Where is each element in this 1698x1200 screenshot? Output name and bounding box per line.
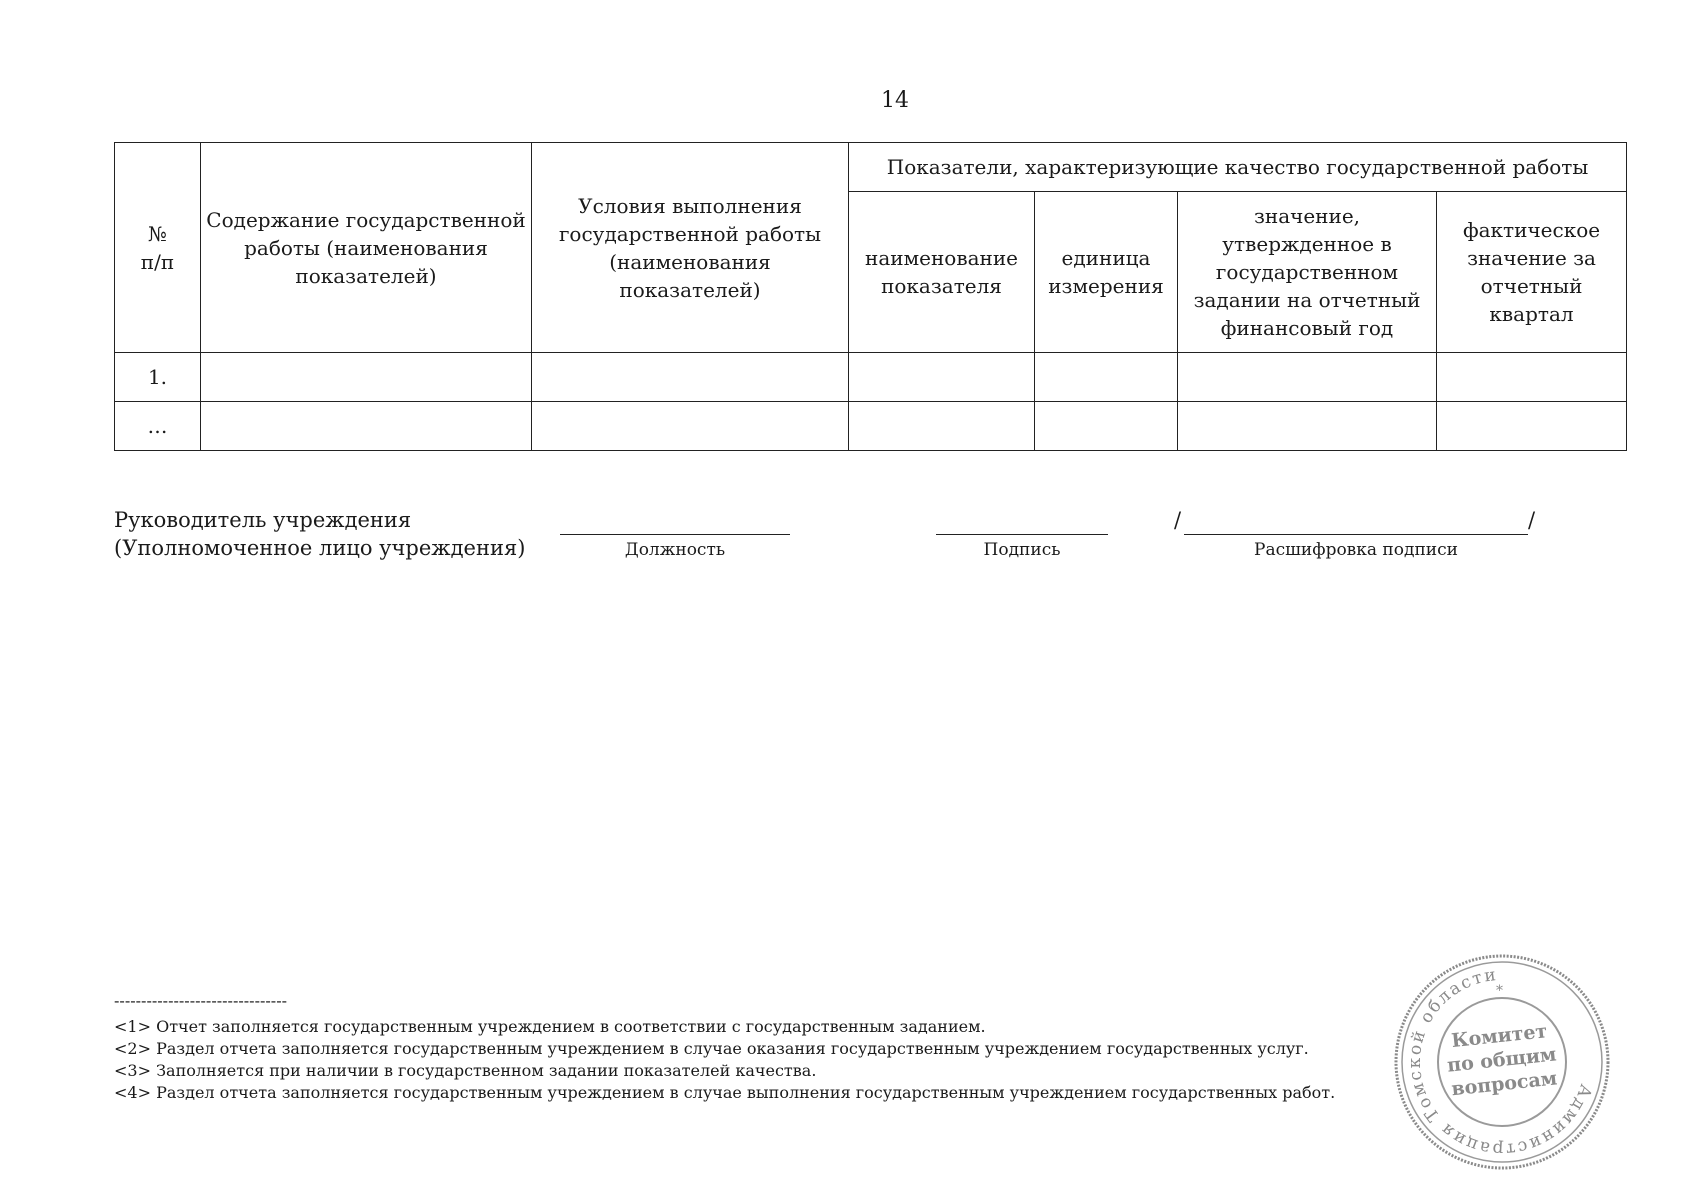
header-indicator-name: наименование показателя [849, 192, 1035, 353]
position-caption: Должность [624, 540, 726, 560]
stamp-star-top: * [1496, 983, 1503, 999]
table-cell [1178, 402, 1437, 451]
footnote-item: <1> Отчет заполняется государственным учреждением в соответствии с государственным заданием. [114, 1017, 986, 1036]
stamp-center-line3: вопросам [1450, 1067, 1559, 1101]
table-cell [532, 402, 849, 451]
table-cell [1035, 402, 1178, 451]
table-cell [1035, 353, 1178, 402]
signature-line [936, 534, 1108, 535]
footnote-item: <4> Раздел отчета заполняется государственным учреждением в случае выполнения государственным учреждением государственных работ. [114, 1083, 1336, 1102]
header-number [115, 143, 201, 353]
signature-block [114, 506, 1626, 576]
header-content: Содержание государственной работы (наименования показателей) [201, 143, 532, 353]
signature-caption: Подпись [983, 540, 1061, 560]
decoding-caption: Расшифровка подписи [1254, 540, 1458, 560]
footnote-item: <2> Раздел отчета заполняется государственным учреждением в случае оказания государственным учреждением государственных услуг. [114, 1039, 1309, 1058]
table-row [115, 402, 1627, 451]
slash-right: / [1528, 508, 1536, 532]
row-number: 1. [115, 353, 201, 402]
table-cell [1437, 402, 1627, 451]
header-number-line1: № [148, 221, 167, 246]
signatory-title: Руководитель учреждения [114, 508, 412, 532]
footnote-item: <3> Заполняется при наличии в государственном задании показателей качества. [114, 1061, 817, 1080]
header-quality-group: Показатели, характеризующие качество государственной работы [849, 143, 1627, 192]
table-cell [532, 353, 849, 402]
row-number: … [115, 402, 201, 451]
header-number-line2: п/п [140, 249, 175, 274]
position-line [560, 534, 790, 535]
table-cell [1437, 353, 1627, 402]
quality-indicators-table [114, 142, 1627, 451]
header-actual-value: фактическое значение за отчетный квартал [1437, 192, 1627, 353]
stamp-center-line2: по общим [1446, 1043, 1558, 1077]
table-cell [1178, 353, 1437, 402]
table-cell [849, 402, 1035, 451]
signatory-label [114, 506, 525, 562]
slash-left: / [1174, 508, 1182, 532]
stamp-center-line1: Комитет [1450, 1020, 1549, 1053]
table-cell [201, 402, 532, 451]
official-stamp [1390, 950, 1614, 1174]
header-conditions: Условия выполнения государственной работы (наименования показателей) [532, 143, 849, 353]
table-cell [201, 353, 532, 402]
header-unit: единица измерения [1035, 192, 1178, 353]
footnote-separator: -------------------------------- [114, 991, 287, 1010]
page-number: 14 [881, 88, 909, 113]
header-approved-value: значение, утвержденное в государственном задании на отчетный финансовый год [1178, 192, 1437, 353]
stamp-ring-text: Администрация Томской области [1404, 964, 1596, 1160]
footnotes [114, 990, 1335, 1104]
decoding-line [1184, 534, 1528, 535]
signatory-subtitle: (Уполномоченное лицо учреждения) [114, 536, 526, 560]
table-cell [849, 353, 1035, 402]
table-row [115, 353, 1627, 402]
